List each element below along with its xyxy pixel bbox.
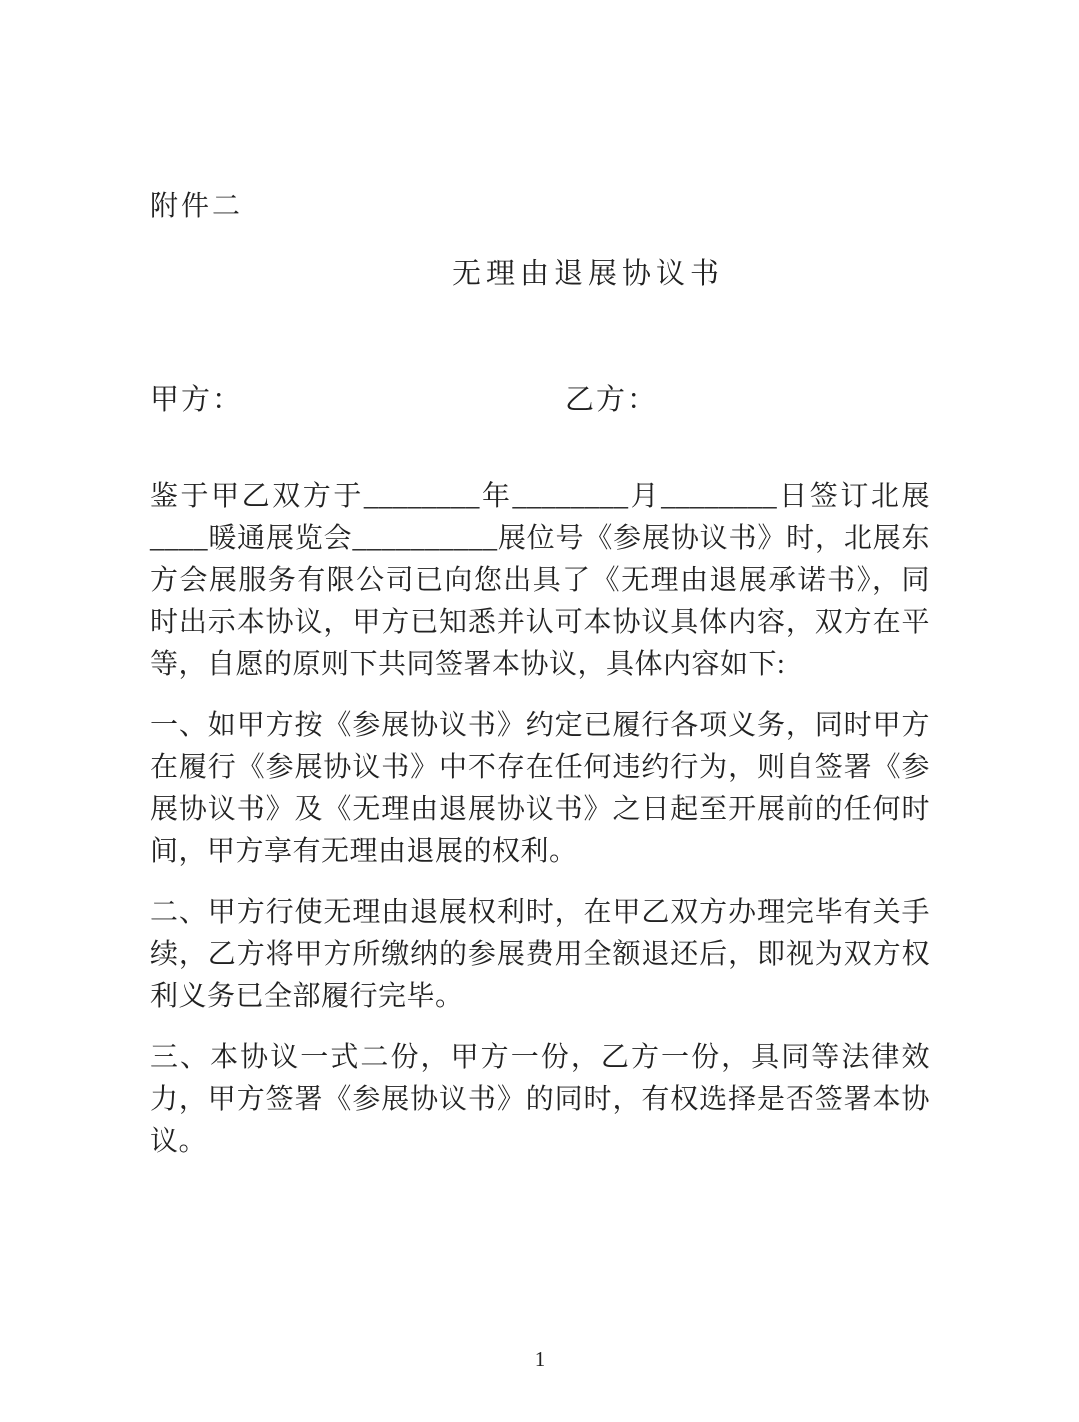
document-title: 无理由退展协议书 bbox=[451, 258, 724, 290]
parties-row bbox=[150, 383, 930, 417]
attachment-label: 附件二 bbox=[150, 191, 244, 222]
party-b-label: 乙方： bbox=[565, 384, 659, 416]
clause-paragraph-1: 一、如甲方按《参展协议书》约定已履行各项义务，同时甲方在履行《参展协议书》中不存在任何违约行为，则自签署《参展协议书》及《无理由退展协议书》之日起至开展前的任何时间，甲方享有无理由退展的权利。 bbox=[150, 710, 930, 867]
clause-paragraph-3: 三、本协议一式二份，甲方一份，乙方一份，具同等法律效力，甲方签署《参展协议书》的同时，有权选择是否签署本协议。 bbox=[150, 1042, 930, 1157]
intro-paragraph: 鉴于甲乙双方于________年________月________日签订北展____暖通展览会__________展位号《参展协议书》时，北展东方会展服务有限公司已向您出具了《无理由退展承诺书》，同时出示本协议，甲方已知悉并认可本协议具体内容，双方在平等，自愿的原则下共同签署本协议，具体内容如下: bbox=[150, 481, 930, 680]
page-content bbox=[150, 0, 930, 1422]
clause-paragraph-2: 二、甲方行使无理由退展权利时，在甲乙双方办理完毕有关手续，乙方将甲方所缴纳的参展费用全额退还后，即视为双方权利义务已全部履行完毕。 bbox=[150, 897, 930, 1012]
party-a-label: 甲方： bbox=[150, 384, 244, 416]
page-number: 1 bbox=[534, 1347, 546, 1371]
